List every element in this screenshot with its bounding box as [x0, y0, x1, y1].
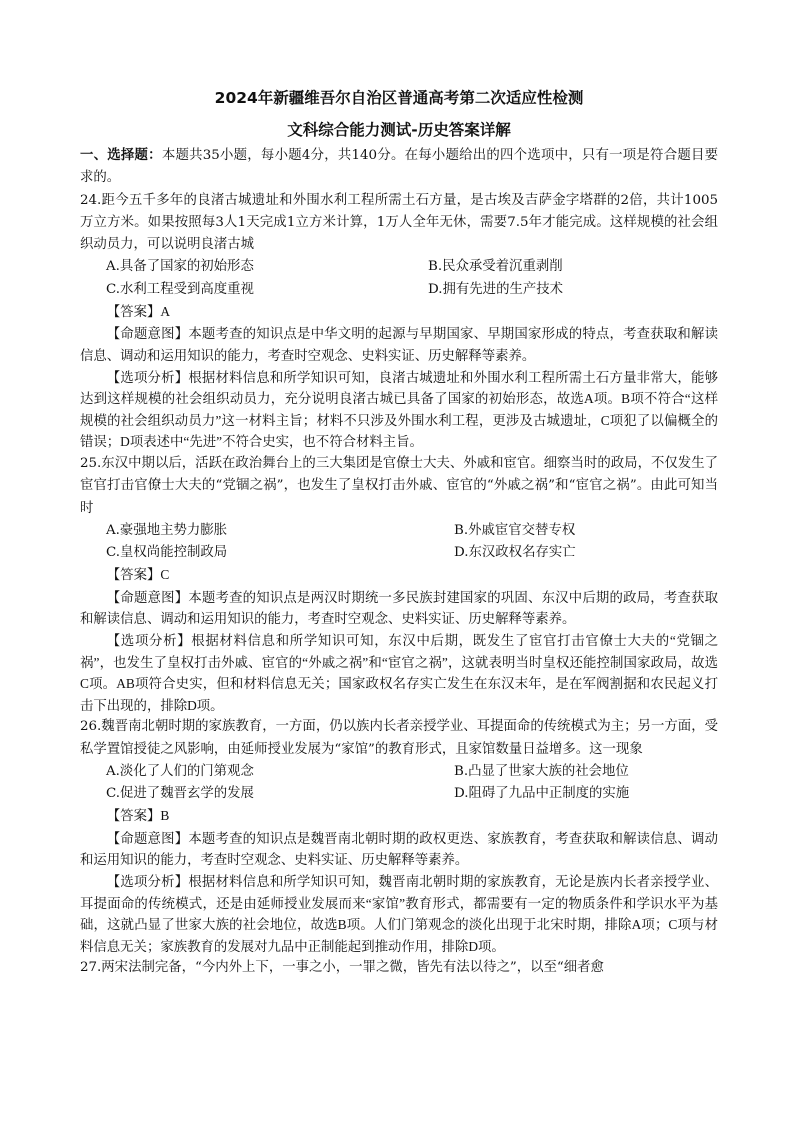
document-subtitle: 文科综合能力测试-历史答案详解 — [287, 121, 511, 139]
section-label: 一、选择题： — [80, 148, 162, 163]
question-25-stem: 25.东汉中期以后，活跃在政治舞台上的三大集团是官僚士大夫、外戚和宦官。细察当时的政局，不仅发生了宦官打击官僚士大夫的“党锢之祸”，也发生了皇权打击外戚、宦官的“外戚之祸”和“宦官之祸”。由此可知当时 — [80, 455, 718, 516]
section-intro — [80, 145, 718, 190]
option-c: C.水利工程受到高度重视 — [106, 281, 254, 297]
question-25-intent: 【命题意图】本题考查的知识点是两汉时期统一多民族封建国家的巩固、东汉中后期的政局，考查获取和解读信息、调动和运用知识的能力，考查时空观念、史料实证、历史解释等素养。 — [80, 589, 718, 627]
question-24-options — [80, 256, 718, 301]
option-d: D.阻碍了九品中正制度的实施 — [454, 786, 630, 802]
question-25-answer: 【答案】C — [106, 567, 170, 583]
question-25-options — [80, 520, 718, 565]
option-a: A.豪强地主势力膨胀 — [106, 522, 228, 538]
question-26-answer: 【答案】B — [106, 808, 170, 824]
question-24-stem: 24.距今五千多年的良渚古城遗址和外围水利工程所需土石方量，是古埃及吉萨金字塔群的2倍，共计1005万立方米。如果按照每3人1天完成1立方米计算，1万人全年无休，需要7.5年才能完成。这样规模的社会组织动员力，可以说明良渚古城 — [80, 192, 718, 253]
option-d: D.拥有先进的生产技术 — [428, 281, 564, 297]
question-26-options — [80, 761, 718, 806]
option-a: A.具备了国家的初始形态 — [106, 259, 254, 275]
option-b: B.外戚宦官交替专权 — [454, 522, 576, 538]
option-b: B.凸显了世家大族的社会地位 — [454, 763, 629, 779]
question-24-answer: 【答案】A — [106, 304, 171, 320]
option-c: C.皇权尚能控制政局 — [106, 545, 228, 561]
document-title: 2024年新疆维吾尔自治区普通高考第二次适应性检测 — [214, 89, 584, 107]
question-24-intent: 【命题意图】本题考查的知识点是中华文明的起源与早期国家、早期国家形成的特点，考查获取和解读信息、调动和运用知识的能力，考查时空观念、史料实证、历史解释等素养。 — [80, 326, 718, 363]
question-26-analysis: 【选项分析】根据材料信息和所学知识可知，魏晋南北朝时期的家族教育，无论是族内长者亲授学业、耳提面命的传统模式，还是由延师授业发展而来“家馆”教育形式，都需要有一定的物质条件和学识水平为基础，这就凸显了世家大族的社会地位，故选B项。人们门第观念的淡化出现于北宋时期，排除A项；C项与材料信息无关；家族教育的发展对九品中正制能起到推动作用，排除D项。 — [80, 873, 718, 954]
option-c: C.促进了魏晋玄学的发展 — [106, 786, 254, 802]
question-25-analysis: 【选项分析】根据材料信息和所学知识可知，东汉中后期，既发生了宦官打击官僚士大夫的“党锢之祸”，也发生了皇权打击外戚、宦官的“外戚之祸”和“宦官之祸”，这就表明当时皇权还能控制国家政局，故选C项。AB项符合史实，但和材料信息无关；国家政权名存实亡发生在东汉末年，是在军阀割据和农民起义打击下出现的，排除D项。 — [80, 632, 718, 713]
option-d: D.东汉政权名存实亡 — [454, 545, 576, 561]
option-a: A.淡化了人们的门第观念 — [106, 763, 254, 779]
section-instructions: 本题共35小题，每小题4分，共140分。在每小题给出的四个选项中，只有一项是符合题目要求的。 — [80, 148, 718, 186]
question-26-stem: 26.魏晋南北朝时期的家族教育，一方面，仍以族内长者亲授学业、耳提面命的传统模式为主；另一方面，受私学置馆授徒之风影响，由延师授业发展为“家馆”的教育形式，且家馆数量日益增多。这一现象 — [80, 719, 718, 757]
question-27-stem: 27.两宋法制完备，“今内外上下，一事之小，一罪之微，皆先有法以待之”，以至“细者愈 — [80, 960, 604, 976]
question-24-analysis: 【选项分析】根据材料信息和所学知识可知，良渚古城遗址和外围水利工程所需土石方量非常大，能够达到这样规模的社会组织动员力，充分说明良渚古城已具备了国家的初始形态，故选A项。B项不符合“这样规模的社会组织动员力”这一材料主旨；材料不只涉及外围水利工程，更涉及古城遗址，C项犯了以偏概全的错误；D项表述中“先进”不符合史实，也不符合材料主旨。 — [80, 369, 718, 450]
question-26-intent: 【命题意图】本题考查的知识点是魏晋南北朝时期的政权更迭、家族教育，考查获取和解读信息、调动和运用知识的能力，考查时空观念、史料实证、历史解释等素养。 — [80, 830, 718, 868]
option-b: B.民众承受着沉重剥削 — [428, 259, 563, 275]
